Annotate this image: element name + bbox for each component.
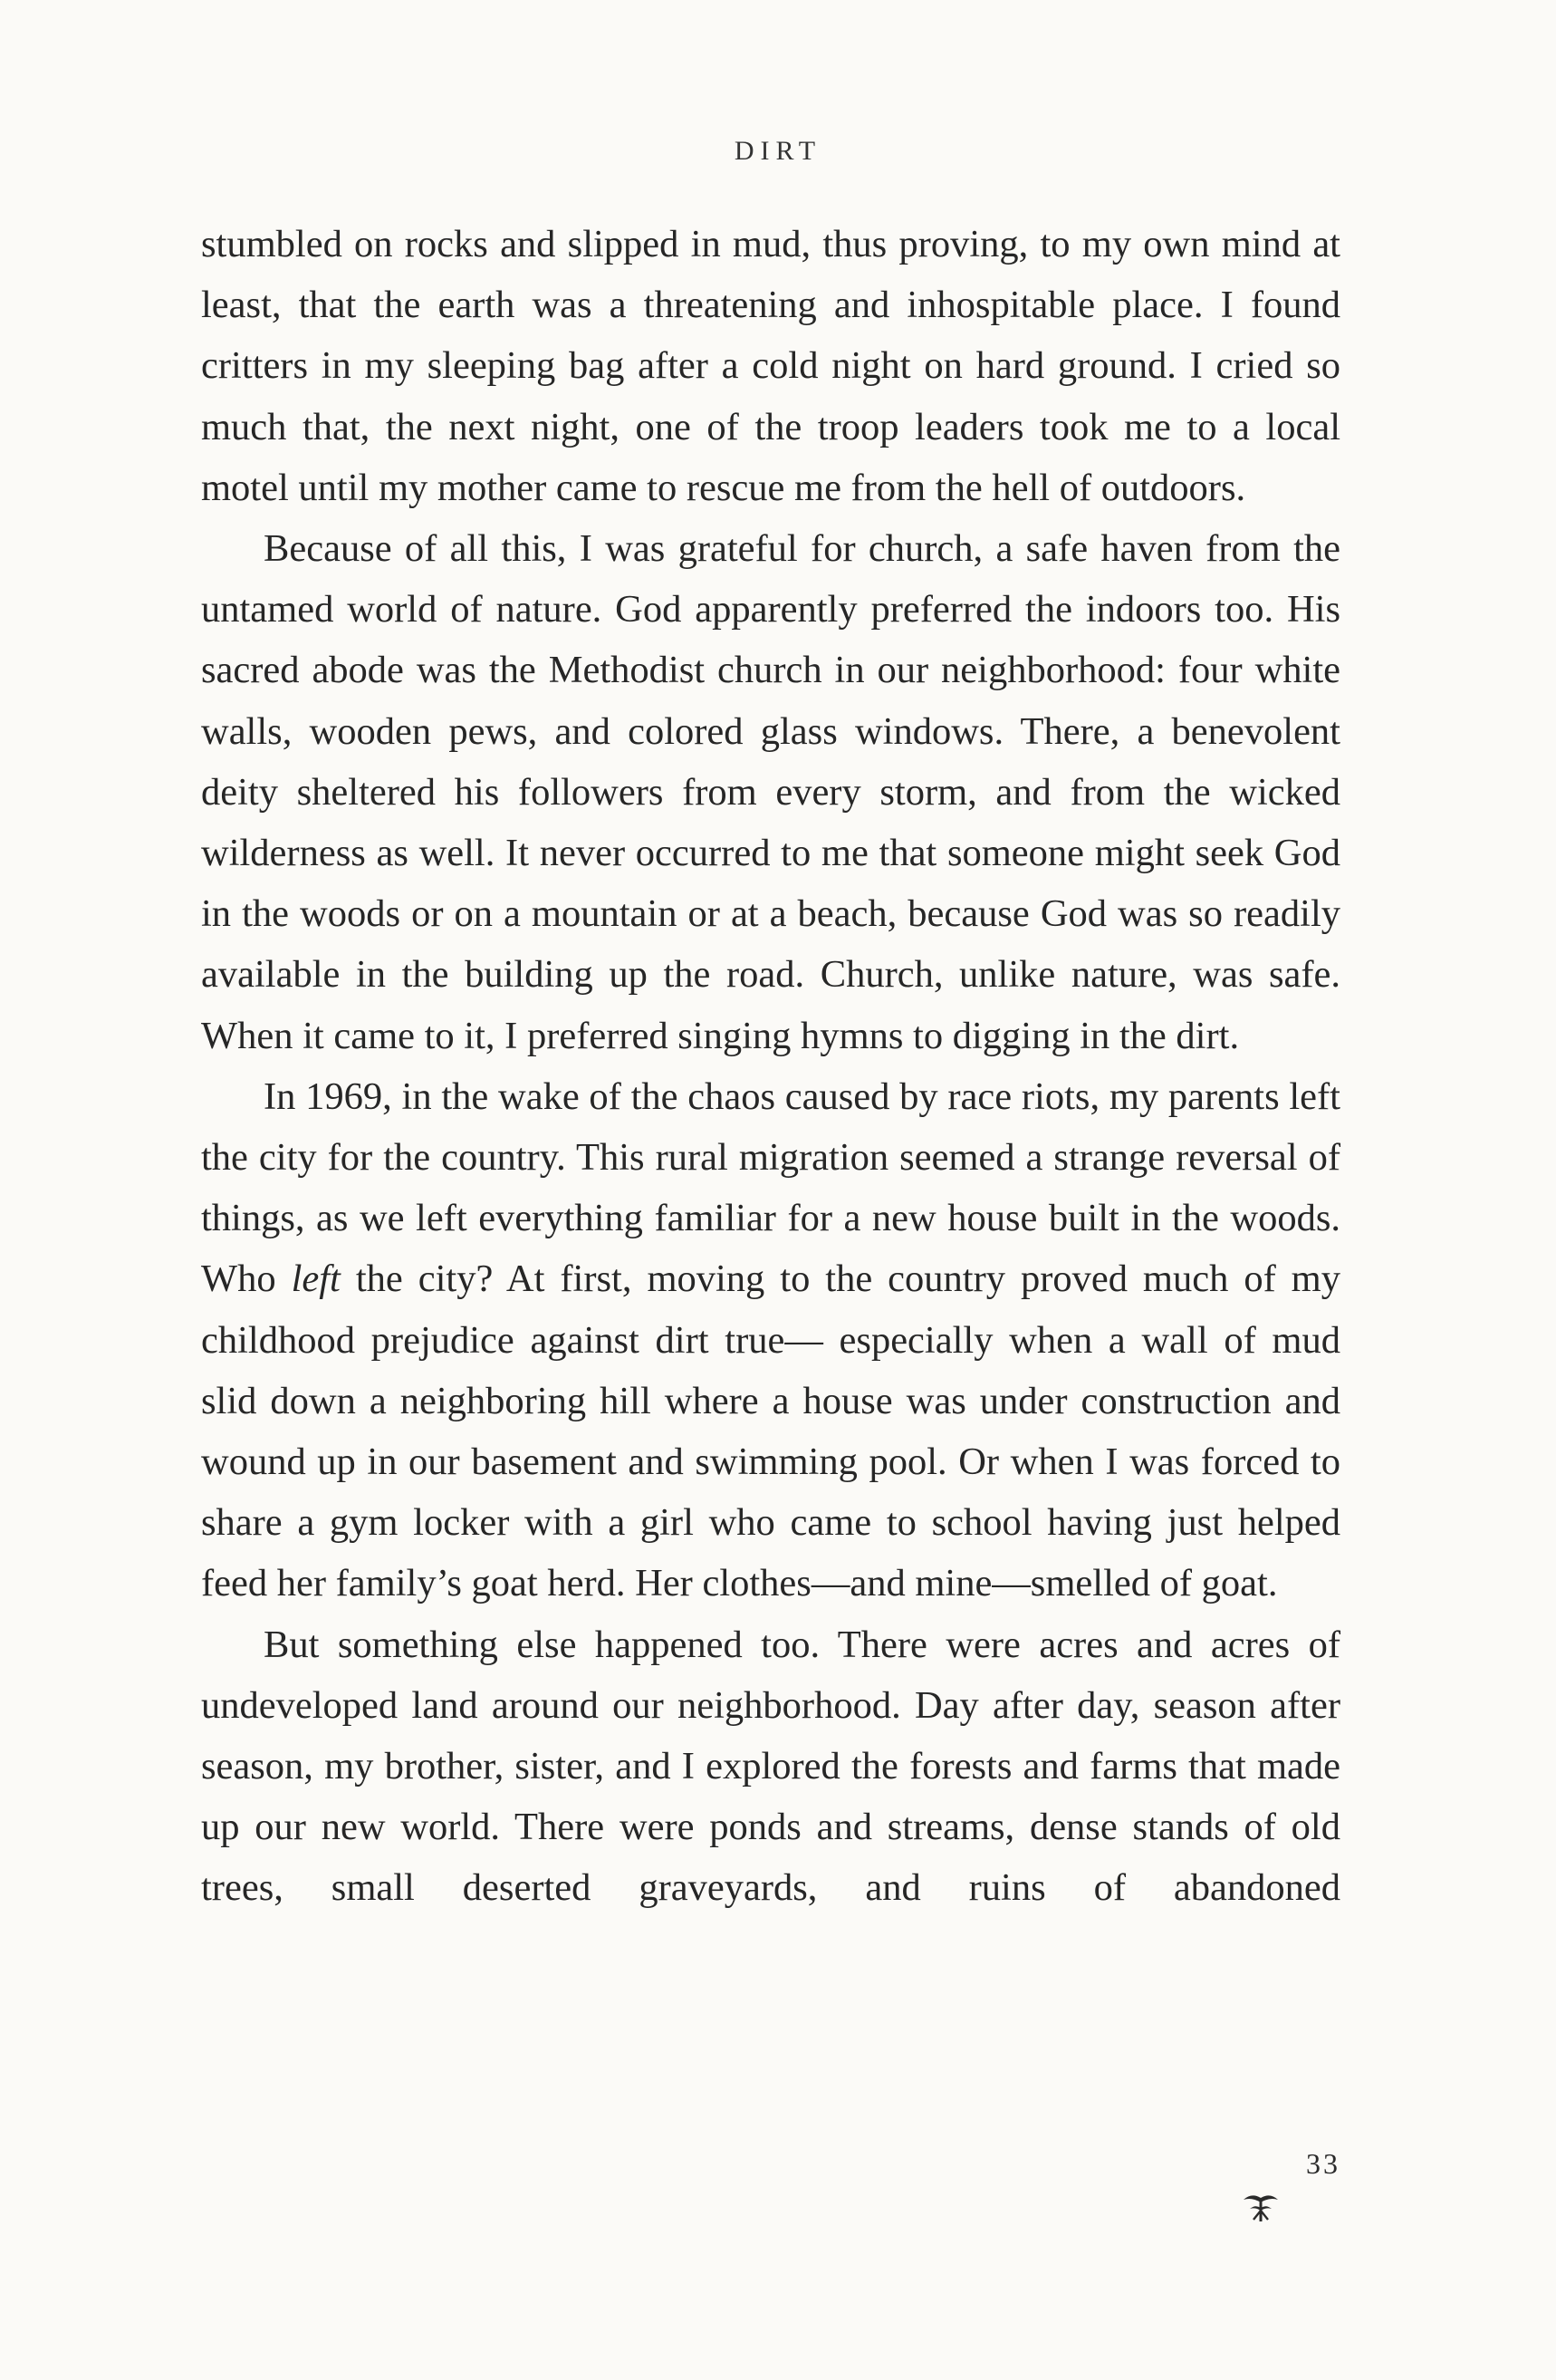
body-text <box>201 214 1340 1919</box>
paragraph-text: But something else happened too. There were acres and acres of undeveloped land around our neighborhood. Day after day, season after season, my brother, sister, and I explored the forests and farms that made up our new world. There were ponds and streams, dense stands of old trees, small deserted graveyards, and ruins of abandoned <box>201 1623 1340 1910</box>
paragraph-text: In 1969, in the wake of the chaos caused by race riots, my parents left the city for the country. This rural migration seemed a strange reversal of things, as we left everything familiar for a new house built in the woods. Who <box>201 1074 1340 1301</box>
paragraph-text: stumbled on rocks and slipped in mud, thus proving, to my own mind at least, that the earth was a threatening and inhospitable place. I found critters in my sleeping bag after a cold night on hard ground. I cried so much that, the next night, one of the troop leaders took me to a local motel until my mother came to rescue me from the hell of outdoors. <box>201 223 1340 509</box>
paragraph-text: the city? At first, moving to the country proved much of my childhood prejudice against dirt true— especially when a wall of mud slid down a neighboring hill where a house was under construction and wound up in our basement and swimming pool. Or when I was forced to share a gym locker with a girl who came to school having just helped feed her family’s goat herd. Her clothes—and mine—smelled of goat. <box>201 1257 1340 1605</box>
paragraph-1 <box>201 214 1340 518</box>
fleuron-ornament-icon <box>1241 2189 1281 2225</box>
italic-text: left <box>291 1257 341 1301</box>
running-head: DIRT <box>734 136 822 166</box>
paragraph-2 <box>201 518 1340 1066</box>
paragraph-3 <box>201 1066 1340 1614</box>
paragraph-4 <box>201 1614 1340 1919</box>
page-number: 33 <box>1306 2147 1340 2180</box>
paragraph-text: Because of all this, I was grateful for church, a safe haven from the untamed world of nature. God apparently preferred the indoors too. His sacred abode was the Methodist church in our neighborhood: four white walls, wooden pews, and colored glass windows. There, a benevolent deity sheltered his followers from every storm, and from the wicked wilderness as well. It never occurred to me that someone might seek God in the woods or on a mountain or at a beach, because God was so readily available in the building up the road. Church, unlike nature, was safe. When it came to it, I preferred singing hymns to digging in the dirt. <box>201 527 1340 1057</box>
